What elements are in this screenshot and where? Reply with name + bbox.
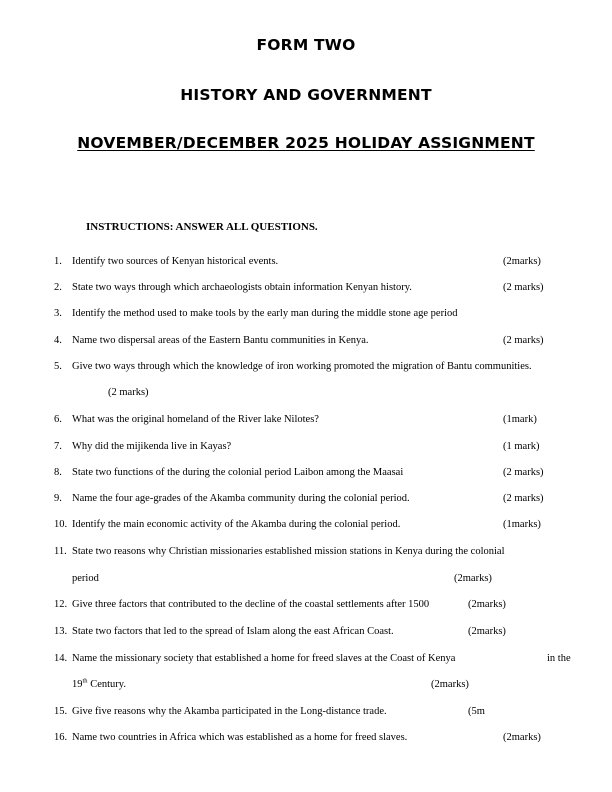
question-15: [0, 706, 612, 720]
question-4: [0, 335, 612, 349]
question-12: [0, 599, 612, 613]
question-14: [0, 653, 612, 667]
question-1: [0, 256, 612, 270]
question-text: State two ways through which archaeologists obtain information Kenyan history.: [72, 282, 412, 293]
question-marks: (2marks): [431, 679, 469, 690]
question-text: Identify two sources of Kenyan historical events.: [72, 256, 279, 267]
question-11: [0, 546, 612, 560]
question-text: Name two dispersal areas of the Eastern Bantu communities in Kenya.: [72, 335, 369, 346]
question-number: 2.: [54, 282, 62, 293]
question-text: What was the original homeland of the River lake Nilotes?: [72, 414, 319, 425]
question-9: [0, 493, 612, 507]
question-14-line-2: [0, 679, 612, 693]
question-marks: (2marks): [454, 573, 492, 584]
question-5-marks-line: [0, 387, 612, 401]
question-13: [0, 626, 612, 640]
question-marks: (2marks): [503, 256, 541, 267]
question-3: [0, 308, 612, 322]
question-text: Identify the main economic activity of the Akamba during the colonial period.: [72, 519, 401, 530]
question-marks: (5m: [468, 706, 485, 717]
question-marks: (2marks): [468, 599, 506, 610]
question-marks: (2 marks): [503, 335, 544, 346]
question-marks: (2 marks): [503, 467, 544, 478]
question-marks: (1 mark): [503, 441, 540, 452]
question-text-tail: in the: [547, 653, 571, 664]
form-title: FORM TWO: [256, 36, 356, 54]
question-7: [0, 441, 612, 455]
instructions: INSTRUCTIONS: ANSWER ALL QUESTIONS.: [86, 221, 318, 233]
question-text: State two factors that led to the spread of Islam along the east African Coast.: [72, 626, 394, 637]
question-8: [0, 467, 612, 481]
question-text: Name the missionary society that established a home for freed slaves at the Coast of Kenya: [72, 653, 456, 664]
ordinal-suffix: th: [82, 677, 88, 685]
question-number: 13.: [54, 626, 68, 637]
question-number: 12.: [54, 599, 68, 610]
century-word: Century.: [87, 679, 126, 690]
question-number: 15.: [54, 706, 68, 717]
question-2: [0, 282, 612, 296]
question-number: 14.: [54, 653, 68, 664]
question-marks: (2marks): [468, 626, 506, 637]
question-text: Why did the mijikenda live in Kayas?: [72, 441, 232, 452]
question-number: 5.: [54, 361, 62, 372]
question-text: Give five reasons why the Akamba participated in the Long-distance trade.: [72, 706, 387, 717]
question-number: 1.: [54, 256, 62, 267]
question-number: 4.: [54, 335, 62, 346]
subject-title: HISTORY AND GOVERNMENT: [180, 86, 432, 104]
question-number: 6.: [54, 414, 62, 425]
question-number: 7.: [54, 441, 62, 452]
question-11-line-2: [0, 573, 612, 587]
question-text: Give three factors that contributed to the decline of the coastal settlements after 1500: [72, 599, 430, 610]
question-text: Name two countries in Africa which was established as a home for freed slaves.: [72, 732, 408, 743]
question-number: 11.: [54, 546, 67, 557]
question-text: State two reasons why Christian missionaries established mission stations in Kenya during the colonial: [72, 546, 505, 557]
question-text: State two functions of the during the colonial period Laibon among the Maasai: [72, 467, 404, 478]
question-marks: (2marks): [503, 732, 541, 743]
assignment-title: NOVEMBER/DECEMBER 2025 HOLIDAY ASSIGNMENT: [77, 134, 535, 152]
question-number: 8.: [54, 467, 62, 478]
question-marks: (2 marks): [503, 282, 544, 293]
question-number: 16.: [54, 732, 68, 743]
question-10: [0, 519, 612, 533]
question-text-continued: period: [72, 573, 99, 584]
question-marks: (1marks): [503, 519, 541, 530]
question-number: 9.: [54, 493, 62, 504]
question-text: Identify the method used to make tools by the early man during the middle stone age period: [72, 308, 458, 319]
question-number: 3.: [54, 308, 62, 319]
question-marks: (2 marks): [108, 387, 149, 398]
question-marks: (2 marks): [503, 493, 544, 504]
question-text: Name the four age-grades of the Akamba community during the colonial period.: [72, 493, 410, 504]
question-marks: (1mark): [503, 414, 537, 425]
question-text: Give two ways through which the knowledge of iron working promoted the migration of Bantu communities.: [72, 361, 532, 372]
question-6: [0, 414, 612, 428]
century-number: 19: [72, 679, 83, 690]
question-16: [0, 732, 612, 746]
question-5: [0, 361, 612, 375]
question-text-continued: [72, 679, 126, 690]
question-number: 10.: [54, 519, 68, 530]
